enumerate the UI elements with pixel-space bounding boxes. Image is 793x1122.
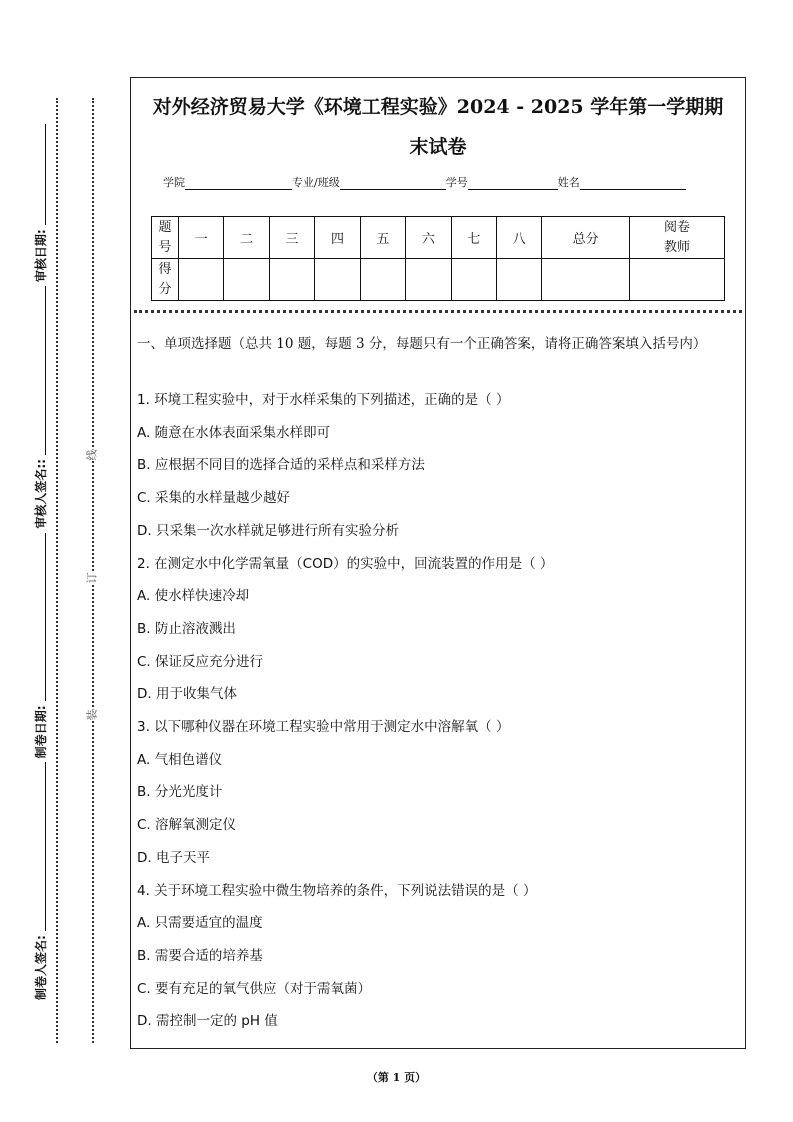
table-row [152,259,725,301]
answer-option: D. 需控制一定的 pH 值 [137,1013,278,1030]
answer-option: B. 防止溶液溅出 [137,620,236,637]
header-cell [630,217,725,259]
score-cell[interactable] [630,259,725,301]
score-cell[interactable] [451,259,496,301]
answer-option: B. 需要合适的培养基 [137,947,263,964]
review-date-label: 审核日期: [34,229,48,283]
college-label: 学院 [163,176,185,189]
reviewer-signature-line [45,286,46,455]
answer-option: A. 只需要适宜的温度 [137,915,263,932]
answer-option: C. 要有充足的氧气供应（对于需氧菌） [137,980,372,997]
header-cell [269,217,314,259]
id-field[interactable] [468,177,558,190]
exam-title-cont: 末试卷 [409,136,467,158]
reviewer-signature-label: 审核人签名:: [34,459,48,529]
header-label: 四 [330,232,344,247]
question-stem: 2. 在测定水中化学需氧量（COD）的实验中，回流装置的作用是（ ） [137,555,554,572]
header-label: 二 [240,232,254,247]
binding-dotted-line [92,98,94,1043]
answer-option: A. 气相色谱仪 [137,751,223,768]
page-number: （第 1 页） [366,1071,427,1084]
header-cell [496,217,541,259]
score-cell[interactable] [224,259,269,301]
header-cell [451,217,496,259]
question-stem: 3. 以下哪种仪器在环境工程实验中常用于测定水中溶解氧（ ） [137,719,510,735]
maker-date-label: 制卷日期: [34,705,48,759]
major-label: 专业/班级 [292,176,340,189]
maker-signature-line [45,762,46,931]
score-cell[interactable] [360,259,405,301]
name-label: 姓名 [557,176,580,189]
header-cell [542,217,630,259]
review-date-line [45,124,46,225]
answer-option: B. 分光光度计 [137,784,223,801]
answer-option: C. 保证反应充分进行 [137,653,264,670]
question-stem: 1. 环境工程实验中，对于水样采集的下列描述，正确的是（ ） [137,392,510,408]
score-cell[interactable] [496,259,541,301]
table-row [152,217,725,259]
maker-date-line [45,533,46,702]
header-cell [315,217,360,259]
seal-dotted-line [56,98,58,1043]
header-label: 总分 [572,232,599,247]
answer-option: D. 只采集一次水样就足够进行所有实验分析 [137,522,399,539]
header-cell [152,217,179,259]
score-cell[interactable] [542,259,630,301]
score-cell[interactable] [269,259,314,301]
dotted-separator [134,310,742,313]
section-heading: 一、单项选择题（总共 10 题，每题 3 分，每题只有一个正确答案，请将正确答案填入括号内） [137,336,707,352]
header-cell [406,217,451,259]
question-stem: 4. 关于环境工程实验中微生物培养的条件，下列说法错误的是（ ） [137,882,537,899]
header-cell [179,217,224,259]
signature-strip [31,120,49,1000]
header-cell [224,217,269,259]
id-label: 学号 [445,176,468,189]
binding-char: 线 [85,449,99,461]
header-label: 题号 [158,219,172,255]
answer-option: C. 溶解氧测定仪 [137,817,237,834]
score-table [151,216,725,301]
exam-frame [130,77,746,1049]
college-field[interactable] [185,177,292,190]
header-label: 六 [421,232,435,247]
answer-option: D. 用于收集气体 [137,686,237,703]
score-cell[interactable] [406,259,451,301]
answer-option: B. 应根据不同目的选择合适的采样点和采样方法 [137,457,425,474]
answer-option: A. 随意在水体表面采集水样即可 [137,424,331,441]
score-row-label [152,259,179,301]
header-label: 一 [194,232,208,247]
answer-option: D. 电子天平 [137,849,210,866]
header-cell [360,217,405,259]
answer-option: A. 使水样快速冷却 [137,588,250,605]
score-cell[interactable] [315,259,360,301]
exam-title: 对外经济贸易大学《环境工程实验》2024 - 2025 学年第一学期期 [152,96,724,118]
header-label: 七 [467,232,481,247]
header-label: 三 [285,232,299,247]
maker-signature-label: 制卷人签名: [34,935,48,1000]
header-label: 五 [376,232,390,247]
binding-char: 装 [85,709,99,721]
row-label: 得分 [158,261,172,297]
header-label: 阅卷教师 [663,219,690,255]
major-field[interactable] [340,177,446,190]
name-field[interactable] [580,177,686,190]
header-label: 八 [512,232,526,247]
answer-option: C. 采集的水样量越少越好 [137,490,291,507]
binding-char: 订 [85,572,99,584]
student-info [163,174,686,190]
score-cell[interactable] [179,259,224,301]
